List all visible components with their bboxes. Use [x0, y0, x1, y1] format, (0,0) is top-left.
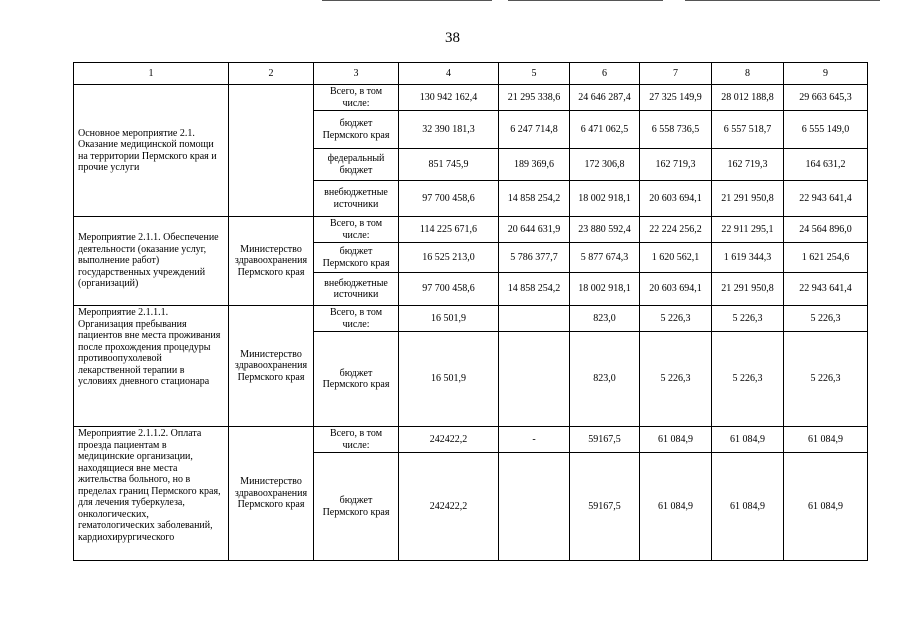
amount-cell: 5 226,3 — [712, 306, 784, 332]
amount-cell: 61 084,9 — [784, 427, 868, 453]
organization-cell: Министерство здравоохранения Пермского края — [229, 217, 314, 306]
amount-cell: 16 501,9 — [399, 332, 499, 427]
amount-cell: 130 942 162,4 — [399, 85, 499, 111]
amount-cell: 16 501,9 — [399, 306, 499, 332]
organization-cell — [229, 85, 314, 217]
amount-cell: 22 943 641,4 — [784, 273, 868, 306]
table-body — [74, 63, 868, 561]
column-number: 8 — [712, 63, 784, 85]
amount-cell: 61 084,9 — [712, 453, 784, 561]
amount-cell: 5 226,3 — [640, 306, 712, 332]
funding-source-cell: Всего, в том числе: — [314, 85, 399, 111]
funding-source-cell: бюджет Пермского края — [314, 453, 399, 561]
column-number: 2 — [229, 63, 314, 85]
funding-source-cell: внебюджетные источники — [314, 181, 399, 217]
table-row — [74, 306, 868, 332]
amount-cell: 23 880 592,4 — [570, 217, 640, 243]
column-number: 6 — [570, 63, 640, 85]
amount-cell: 242422,2 — [399, 453, 499, 561]
amount-cell: 162 719,3 — [640, 149, 712, 181]
amount-cell: 6 555 149,0 — [784, 111, 868, 149]
amount-cell: 5 226,3 — [784, 306, 868, 332]
amount-cell: 5 226,3 — [640, 332, 712, 427]
funding-source-cell: бюджет Пермского края — [314, 111, 399, 149]
amount-cell: 114 225 671,6 — [399, 217, 499, 243]
amount-cell: 18 002 918,1 — [570, 273, 640, 306]
top-edge-line — [508, 0, 663, 1]
amount-cell: 29 663 645,3 — [784, 85, 868, 111]
amount-cell: 61 084,9 — [640, 453, 712, 561]
page-number: 38 — [445, 30, 460, 46]
activity-cell: Мероприятие 2.1.1.1. Организация пребывания пациентов вне места проживания после прохождения процедуры противоопухолевой лекарственной терапии в условиях дневного стационара — [74, 306, 229, 427]
column-number: 1 — [74, 63, 229, 85]
amount-cell: 162 719,3 — [712, 149, 784, 181]
amount-cell: 5 226,3 — [712, 332, 784, 427]
column-number: 9 — [784, 63, 868, 85]
organization-cell: Министерство здравоохранения Пермского края — [229, 306, 314, 427]
activity-cell: Мероприятие 2.1.1. Обеспечение деятельности (оказание услуг, выполнение работ) государственных учреждений (организаций) — [74, 217, 229, 306]
amount-cell: 27 325 149,9 — [640, 85, 712, 111]
top-edge-line — [322, 0, 492, 1]
amount-cell: 14 858 254,2 — [499, 273, 570, 306]
amount-cell: 22 911 295,1 — [712, 217, 784, 243]
amount-cell — [499, 453, 570, 561]
amount-cell: 20 603 694,1 — [640, 273, 712, 306]
amount-cell: 1 620 562,1 — [640, 243, 712, 273]
amount-cell: 20 603 694,1 — [640, 181, 712, 217]
amount-cell: 22 943 641,4 — [784, 181, 868, 217]
funding-source-cell: Всего, в том числе: — [314, 217, 399, 243]
amount-cell: 20 644 631,9 — [499, 217, 570, 243]
amount-cell: 6 247 714,8 — [499, 111, 570, 149]
amount-cell: 823,0 — [570, 332, 640, 427]
amount-cell: 61 084,9 — [640, 427, 712, 453]
activity-cell: Основное мероприятие 2.1. Оказание медицинской помощи на территории Пермского края и прочие услуги — [74, 85, 229, 217]
amount-cell: 61 084,9 — [712, 427, 784, 453]
activity-cell: Мероприятие 2.1.1.2. Оплата проезда пациентам в медицинские организации, находящиеся вне места жительства больного, но в пределах границ Пермского края, для лечения туберкулеза, онкологических, гематологических заболеваний, кардиохирургического — [74, 427, 229, 561]
budget-table — [73, 62, 868, 561]
amount-cell: 164 631,2 — [784, 149, 868, 181]
amount-cell: 1 619 344,3 — [712, 243, 784, 273]
amount-cell: 1 621 254,6 — [784, 243, 868, 273]
amount-cell: 22 224 256,2 — [640, 217, 712, 243]
top-edge-line — [685, 0, 880, 1]
amount-cell — [499, 306, 570, 332]
table-row — [74, 217, 868, 243]
amount-cell: 97 700 458,6 — [399, 273, 499, 306]
amount-cell: 5 226,3 — [784, 332, 868, 427]
amount-cell: 24 646 287,4 — [570, 85, 640, 111]
organization-cell: Министерство здравоохранения Пермского края — [229, 427, 314, 561]
table-row — [74, 427, 868, 453]
amount-cell: 5 786 377,7 — [499, 243, 570, 273]
column-number: 4 — [399, 63, 499, 85]
amount-cell: 21 295 338,6 — [499, 85, 570, 111]
amount-cell: 242422,2 — [399, 427, 499, 453]
funding-source-cell: бюджет Пермского края — [314, 332, 399, 427]
amount-cell: 189 369,6 — [499, 149, 570, 181]
funding-source-cell: бюджет Пермского края — [314, 243, 399, 273]
amount-cell: 172 306,8 — [570, 149, 640, 181]
amount-cell: 18 002 918,1 — [570, 181, 640, 217]
amount-cell: 6 471 062,5 — [570, 111, 640, 149]
amount-cell: 851 745,9 — [399, 149, 499, 181]
amount-cell: 28 012 188,8 — [712, 85, 784, 111]
amount-cell: 21 291 950,8 — [712, 273, 784, 306]
amount-cell: 21 291 950,8 — [712, 181, 784, 217]
amount-cell: 5 877 674,3 — [570, 243, 640, 273]
amount-cell: 59167,5 — [570, 453, 640, 561]
funding-source-cell: федеральный бюджет — [314, 149, 399, 181]
amount-cell: 823,0 — [570, 306, 640, 332]
amount-cell: 59167,5 — [570, 427, 640, 453]
amount-cell — [499, 332, 570, 427]
column-number: 7 — [640, 63, 712, 85]
amount-cell: - — [499, 427, 570, 453]
amount-cell: 16 525 213,0 — [399, 243, 499, 273]
column-number-row — [74, 63, 868, 85]
amount-cell: 6 557 518,7 — [712, 111, 784, 149]
amount-cell: 6 558 736,5 — [640, 111, 712, 149]
amount-cell: 32 390 181,3 — [399, 111, 499, 149]
funding-source-cell: внебюджетные источники — [314, 273, 399, 306]
amount-cell: 97 700 458,6 — [399, 181, 499, 217]
funding-source-cell: Всего, в том числе: — [314, 306, 399, 332]
table-row — [74, 85, 868, 111]
column-number: 3 — [314, 63, 399, 85]
amount-cell: 61 084,9 — [784, 453, 868, 561]
amount-cell: 24 564 896,0 — [784, 217, 868, 243]
amount-cell: 14 858 254,2 — [499, 181, 570, 217]
column-number: 5 — [499, 63, 570, 85]
funding-source-cell: Всего, в том числе: — [314, 427, 399, 453]
